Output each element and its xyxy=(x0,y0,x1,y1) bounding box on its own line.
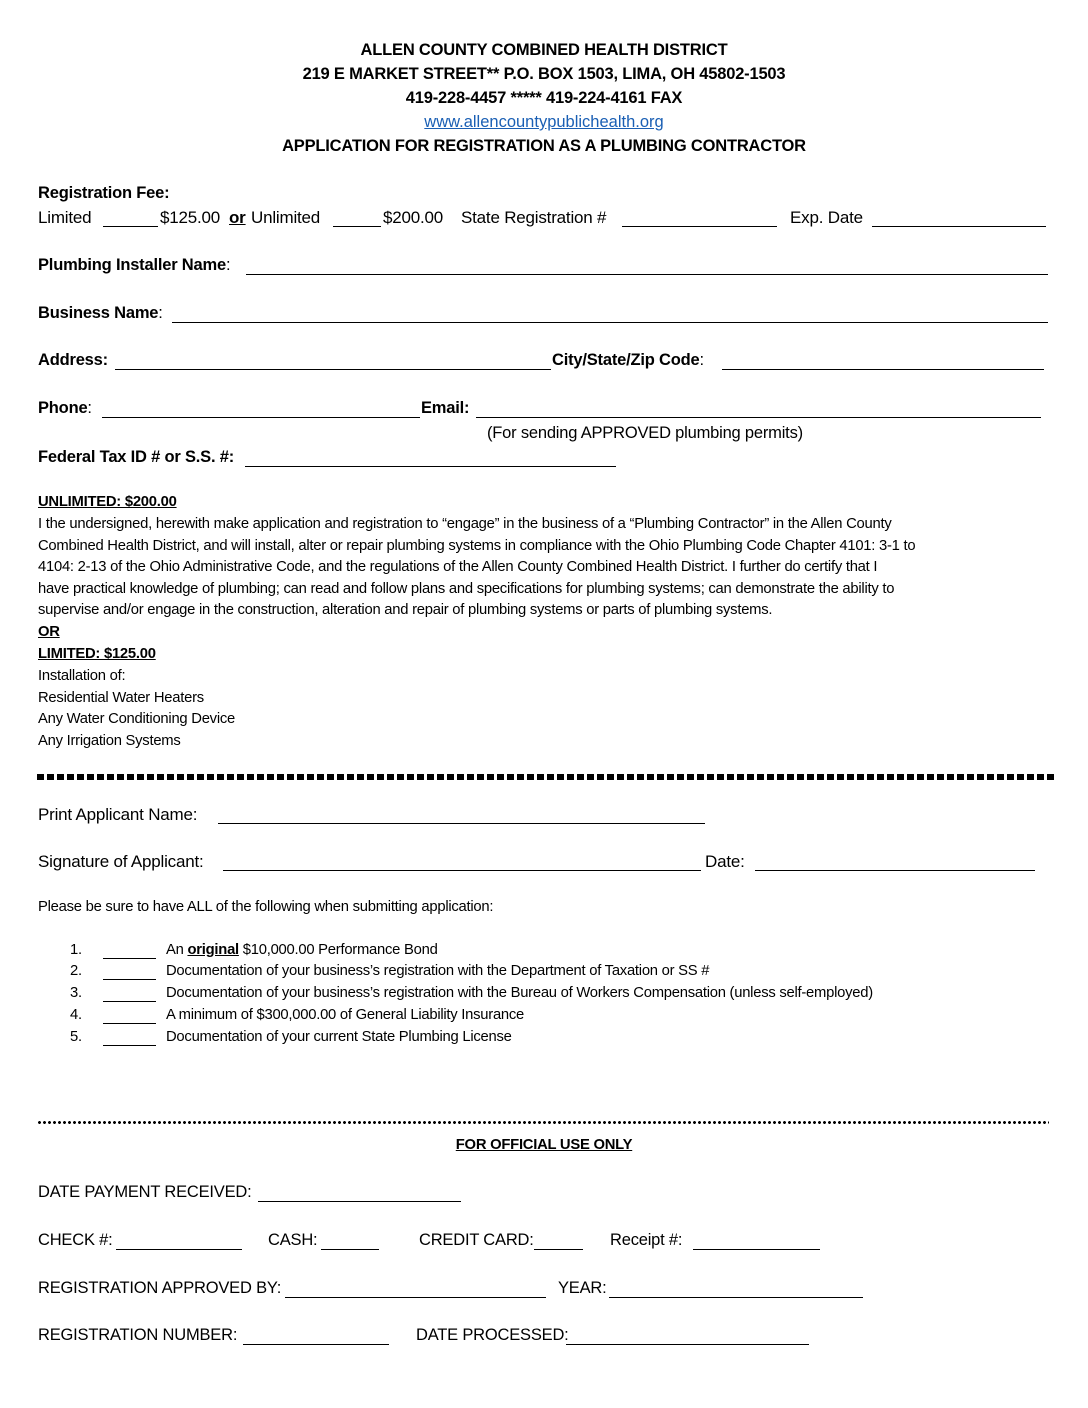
dashed-separator xyxy=(37,774,1054,780)
state-registration-field[interactable] xyxy=(622,226,777,227)
exp-date-label: Exp. Date xyxy=(790,208,863,227)
or-text: or xyxy=(229,208,246,227)
date-processed-label: DATE PROCESSED: xyxy=(416,1326,569,1344)
year-label: YEAR: xyxy=(558,1279,607,1297)
registration-number-label: REGISTRATION NUMBER: xyxy=(38,1326,238,1344)
checklist-number: 2. xyxy=(70,963,82,979)
date-processed-field[interactable] xyxy=(566,1344,809,1345)
paragraph-line: have practical knowledge of plumbing; can read and follow plans and specifications for plumbing systems; can demonstrate the ability to xyxy=(38,580,895,597)
checklist-blank[interactable] xyxy=(103,979,156,980)
date-payment-label: DATE PAYMENT RECEIVED: xyxy=(38,1183,252,1201)
email-note: (For sending APPROVED plumbing permits) xyxy=(487,424,803,442)
paragraph-line: I the undersigned, herewith make application and registration to “engage” in the business of a “Plumbing Contractor” in the Allen County xyxy=(38,516,892,532)
checklist-blank[interactable] xyxy=(103,1045,156,1046)
state-registration-label: State Registration # xyxy=(461,208,607,227)
checklist-number: 4. xyxy=(70,1007,82,1023)
checklist-text: An original $10,000.00 Performance Bond xyxy=(166,942,438,958)
paragraph-line: 4104: 2-13 of the Ohio Administrative Code, and the regulations of the Allen County Combined Health District. I further do certify that I xyxy=(38,559,878,576)
checklist-intro: Please be sure to have ALL of the following when submitting application: xyxy=(38,899,494,915)
signature-field[interactable] xyxy=(223,870,701,871)
checklist-text: Documentation of your business’s registration with the Bureau of Workers Compensation (unless self-employed) xyxy=(166,985,873,1001)
year-field[interactable] xyxy=(609,1297,863,1298)
signature-label: Signature of Applicant: xyxy=(38,852,204,871)
phone-field[interactable] xyxy=(102,417,420,418)
checklist-blank[interactable] xyxy=(103,1001,156,1002)
limited-item: Residential Water Heaters xyxy=(38,689,204,706)
limited-blank[interactable] xyxy=(103,226,158,227)
check-label: CHECK #: xyxy=(38,1231,113,1249)
print-name-field[interactable] xyxy=(218,823,705,824)
unlimited-paragraph xyxy=(38,514,1054,622)
address-label: Address: xyxy=(38,351,108,369)
checklist-blank[interactable] xyxy=(103,1023,156,1024)
unlimited-heading: UNLIMITED: $200.00 xyxy=(38,494,177,510)
checklist-blank[interactable] xyxy=(103,958,156,959)
installer-name-field[interactable] xyxy=(246,274,1048,275)
form-title: APPLICATION FOR REGISTRATION AS A PLUMBING CONTRACTOR xyxy=(282,137,806,155)
limited-heading: LIMITED: $125.00 xyxy=(38,646,156,662)
receipt-label: Receipt #: xyxy=(610,1231,683,1249)
unlimited-amount: $200.00 xyxy=(383,208,444,227)
cash-label: CASH: xyxy=(268,1231,318,1249)
approved-by-field[interactable] xyxy=(285,1297,546,1298)
org-address: 219 E MARKET STREET** P.O. BOX 1503, LIMA, OH 45802-1503 xyxy=(302,65,786,83)
checklist-number: 3. xyxy=(70,985,82,1001)
or-divider-text: OR xyxy=(38,624,60,640)
org-phone: 419-228-4457 ***** 419-224-4161 FAX xyxy=(405,89,683,107)
limited-list xyxy=(38,666,1054,752)
receipt-field[interactable] xyxy=(693,1249,820,1250)
signature-date-field[interactable] xyxy=(755,870,1035,871)
credit-card-label: CREDIT CARD: xyxy=(419,1231,534,1249)
city-state-zip-row: City/State/Zip Code: xyxy=(552,351,704,369)
check-field[interactable] xyxy=(116,1249,242,1250)
tax-id-field[interactable] xyxy=(245,466,616,467)
registration-fee-label: Registration Fee: xyxy=(38,184,170,202)
print-name-label: Print Applicant Name: xyxy=(38,805,198,824)
tax-id-label: Federal Tax ID # or S.S. #: xyxy=(38,448,235,466)
limited-item: Any Water Conditioning Device xyxy=(38,711,235,728)
checklist-text: Documentation of your business’s registration with the Department of Taxation or SS # xyxy=(166,963,710,979)
signature-date-label: Date: xyxy=(705,852,745,871)
business-name-row: Business Name: xyxy=(38,304,163,322)
city-state-zip-field[interactable] xyxy=(722,369,1044,370)
asterisk-separator xyxy=(37,1120,1049,1125)
exp-date-field[interactable] xyxy=(872,226,1046,227)
org-name: ALLEN COUNTY COMBINED HEALTH DISTRICT xyxy=(360,41,728,59)
business-name-field[interactable] xyxy=(172,322,1048,323)
checklist-number: 5. xyxy=(70,1029,82,1045)
limited-amount: $125.00 xyxy=(160,208,221,227)
registration-number-field[interactable] xyxy=(243,1344,389,1345)
address-field[interactable] xyxy=(115,369,551,370)
email-label: Email: xyxy=(421,399,470,417)
approved-by-label: REGISTRATION APPROVED BY: xyxy=(38,1279,282,1297)
checklist-number: 1. xyxy=(70,942,82,958)
paragraph-line: supervise and/or engage in the construction, alteration and repair of plumbing systems or parts of plumbing systems. xyxy=(38,602,773,619)
checklist-text: A minimum of $300,000.00 of General Liability Insurance xyxy=(166,1007,525,1023)
cash-field[interactable] xyxy=(321,1249,379,1250)
limited-item: Installation of: xyxy=(38,668,126,684)
limited-item: Any Irrigation Systems xyxy=(38,732,181,749)
unlimited-blank[interactable] xyxy=(333,226,381,227)
website-link[interactable]: www.allencountypublichealth.org xyxy=(424,113,664,131)
email-field[interactable] xyxy=(476,417,1041,418)
paragraph-line: Combined Health District, and will install, alter or repair plumbing systems in compliance with the Ohio Plumbing Code Chapter 4101: 3-1 to xyxy=(38,537,916,554)
date-payment-field[interactable] xyxy=(258,1201,461,1202)
unlimited-label: Unlimited xyxy=(251,208,321,227)
checklist-text: Documentation of your current State Plumbing License xyxy=(166,1029,512,1045)
official-use-heading: FOR OFFICIAL USE ONLY xyxy=(455,1137,633,1153)
phone-row: Phone: xyxy=(38,399,92,417)
installer-name-row: Plumbing Installer Name: xyxy=(38,256,231,274)
limited-label: Limited xyxy=(38,208,92,227)
credit-card-field[interactable] xyxy=(534,1249,583,1250)
